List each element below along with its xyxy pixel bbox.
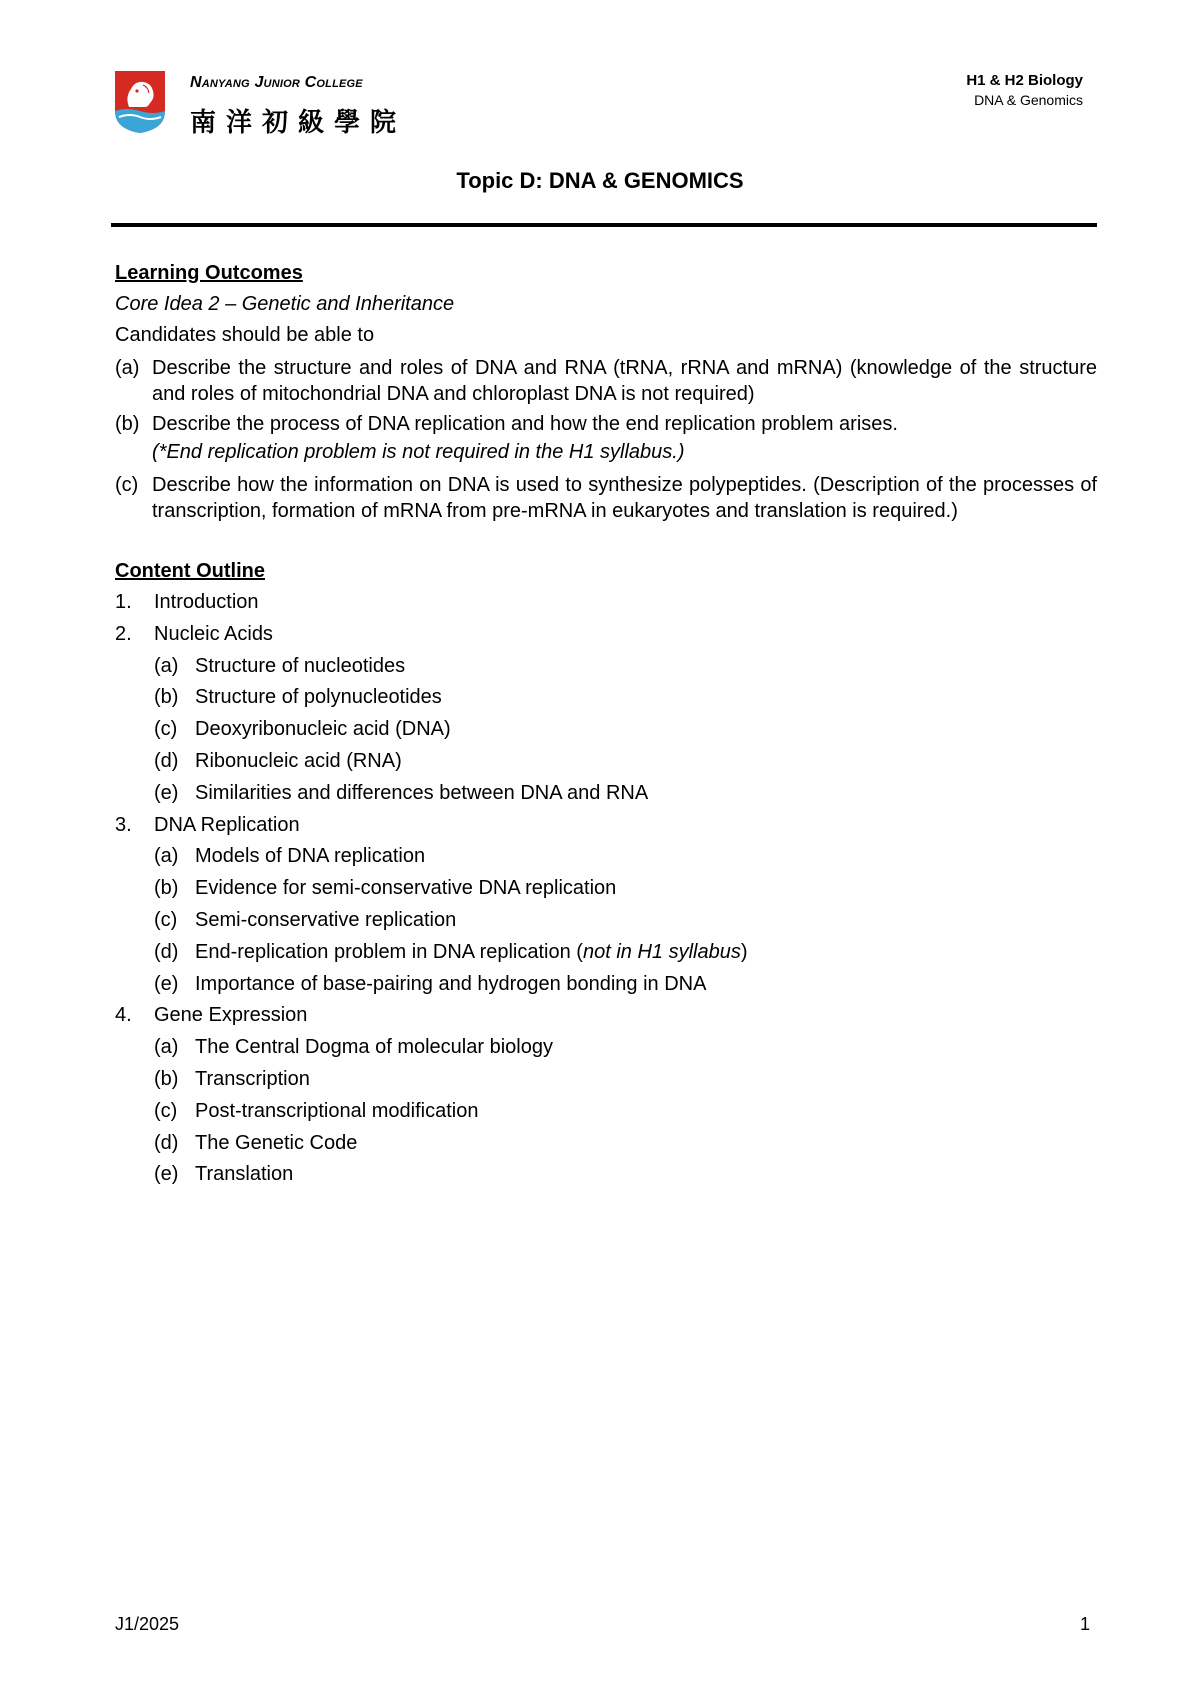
core-idea-line: Core Idea 2 – Genetic and Inheritance [115,293,455,315]
subitem-label: (b) [154,686,179,709]
outline-subitem [115,1128,1097,1160]
subject-label: H1 & H2 Biology [966,72,1083,89]
subitem-text: Similarities and differences between DNA and RNA [195,781,649,804]
document-body [115,258,1097,1191]
subitem-text: The Central Dogma of molecular biology [195,1036,553,1059]
outline-subitem [115,1032,1097,1064]
outline-section [115,587,1097,619]
page-title: Topic D: DNA & GENOMICS [456,168,744,193]
outcome-label: (c) [115,474,139,496]
outline-subitem [115,1096,1097,1128]
subitem-label: (b) [154,877,179,900]
subitem-text: Ribonucleic acid (RNA) [195,749,402,772]
learning-outcome-item [115,411,1097,437]
title-divider [111,223,1097,227]
section-title: Nucleic Acids [154,622,273,645]
section-title: DNA Replication [154,813,300,836]
outcome-note: (*End replication problem is not required in the H1 syllabus.) [152,441,685,463]
outcome-text: Describe the structure and roles of DNA and RNA (tRNA, rRNA and mRNA) (knowledge of the structure and roles of mitochondrial DNA and chloroplast DNA is not required) [152,357,1097,405]
subitem-label: (d) [154,1131,179,1154]
subitem-label: (d) [154,940,179,963]
subitem-label: (c) [154,718,178,741]
outline-subitem [115,778,1097,810]
subitem-text: End-replication problem in DNA replication ( [195,940,583,963]
subitem-text: Transcription [195,1067,310,1090]
section-title: Introduction [154,591,259,613]
outline-subitem [115,873,1097,905]
learning-outcome-item [115,355,1097,407]
subitem-text: The Genetic Code [195,1131,358,1154]
header-subject-block [966,71,1083,109]
outline-subitem [115,905,1097,937]
content-outline-heading: Content Outline [115,560,265,582]
subitem-label: (a) [154,845,179,868]
subtopic-label: DNA & Genomics [974,92,1083,108]
subitem-label: (b) [154,1067,179,1090]
section-number: 4. [115,1004,132,1027]
outline-subitem [115,746,1097,778]
section-number: 3. [115,813,132,836]
subitem-label: (c) [154,908,178,931]
subitem-text-after: ) [740,940,748,963]
subitem-text: Evidence for semi-conservative DNA replication [195,877,617,900]
outline-subitem [115,1064,1097,1096]
subitem-label: (e) [154,781,179,804]
section-title: Gene Expression [154,1004,308,1027]
subitem-text: Models of DNA replication [195,845,426,868]
outline-subitem [115,1159,1097,1191]
subitem-label: (c) [154,1099,178,1122]
subitem-label: (e) [154,1163,179,1186]
outline-section [115,1000,1097,1032]
subitem-label: (a) [154,654,179,677]
college-chinese-name: 南洋初級學院 [190,108,407,138]
outline-section [115,810,1097,842]
outline-section [115,619,1097,651]
outline-subitem [115,937,1097,969]
subitem-text: Semi-conservative replication [195,908,457,931]
college-crest-icon [115,71,165,133]
outcome-label: (a) [115,357,140,379]
subitem-text: Translation [195,1163,294,1186]
subitem-label: (d) [154,749,179,772]
footer-course-code: J1/2025 [115,1614,180,1634]
outline-subitem [115,682,1097,714]
college-name: Nanyang Junior College [190,74,363,91]
subitem-text: Structure of nucleotides [195,654,406,677]
subitem-text: Importance of base-pairing and hydrogen bonding in DNA [195,972,707,995]
outcomes-intro: Candidates should be able to [115,324,375,346]
learning-outcomes-heading: Learning Outcomes [115,262,303,284]
outline-subitem [115,841,1097,873]
outcome-text: Describe the process of DNA replication and how the end replication problem arises. [152,413,898,435]
outcome-label: (b) [115,413,140,435]
section-number: 2. [115,622,132,645]
section-number: 1. [115,591,132,613]
page-number: 1 [1079,1614,1090,1634]
learning-outcome-item [115,472,1097,524]
outcome-text: Describe how the information on DNA is used to synthesize polypeptides. (Description of the processes of transcription, formation of mRNA from pre-mRNA in eukaryotes and translation is required.) [152,474,1097,522]
outline-subitem [115,714,1097,746]
subitem-text: Structure of polynucleotides [195,686,442,709]
subitem-label: (e) [154,972,179,995]
subitem-text: Post-transcriptional modification [195,1099,479,1122]
subitem-text: Deoxyribonucleic acid (DNA) [195,718,451,741]
subitem-label: (a) [154,1036,179,1059]
outline-subitem [115,969,1097,1001]
subitem-italic-note: not in H1 syllabus [582,940,741,963]
outline-subitem [115,651,1097,683]
